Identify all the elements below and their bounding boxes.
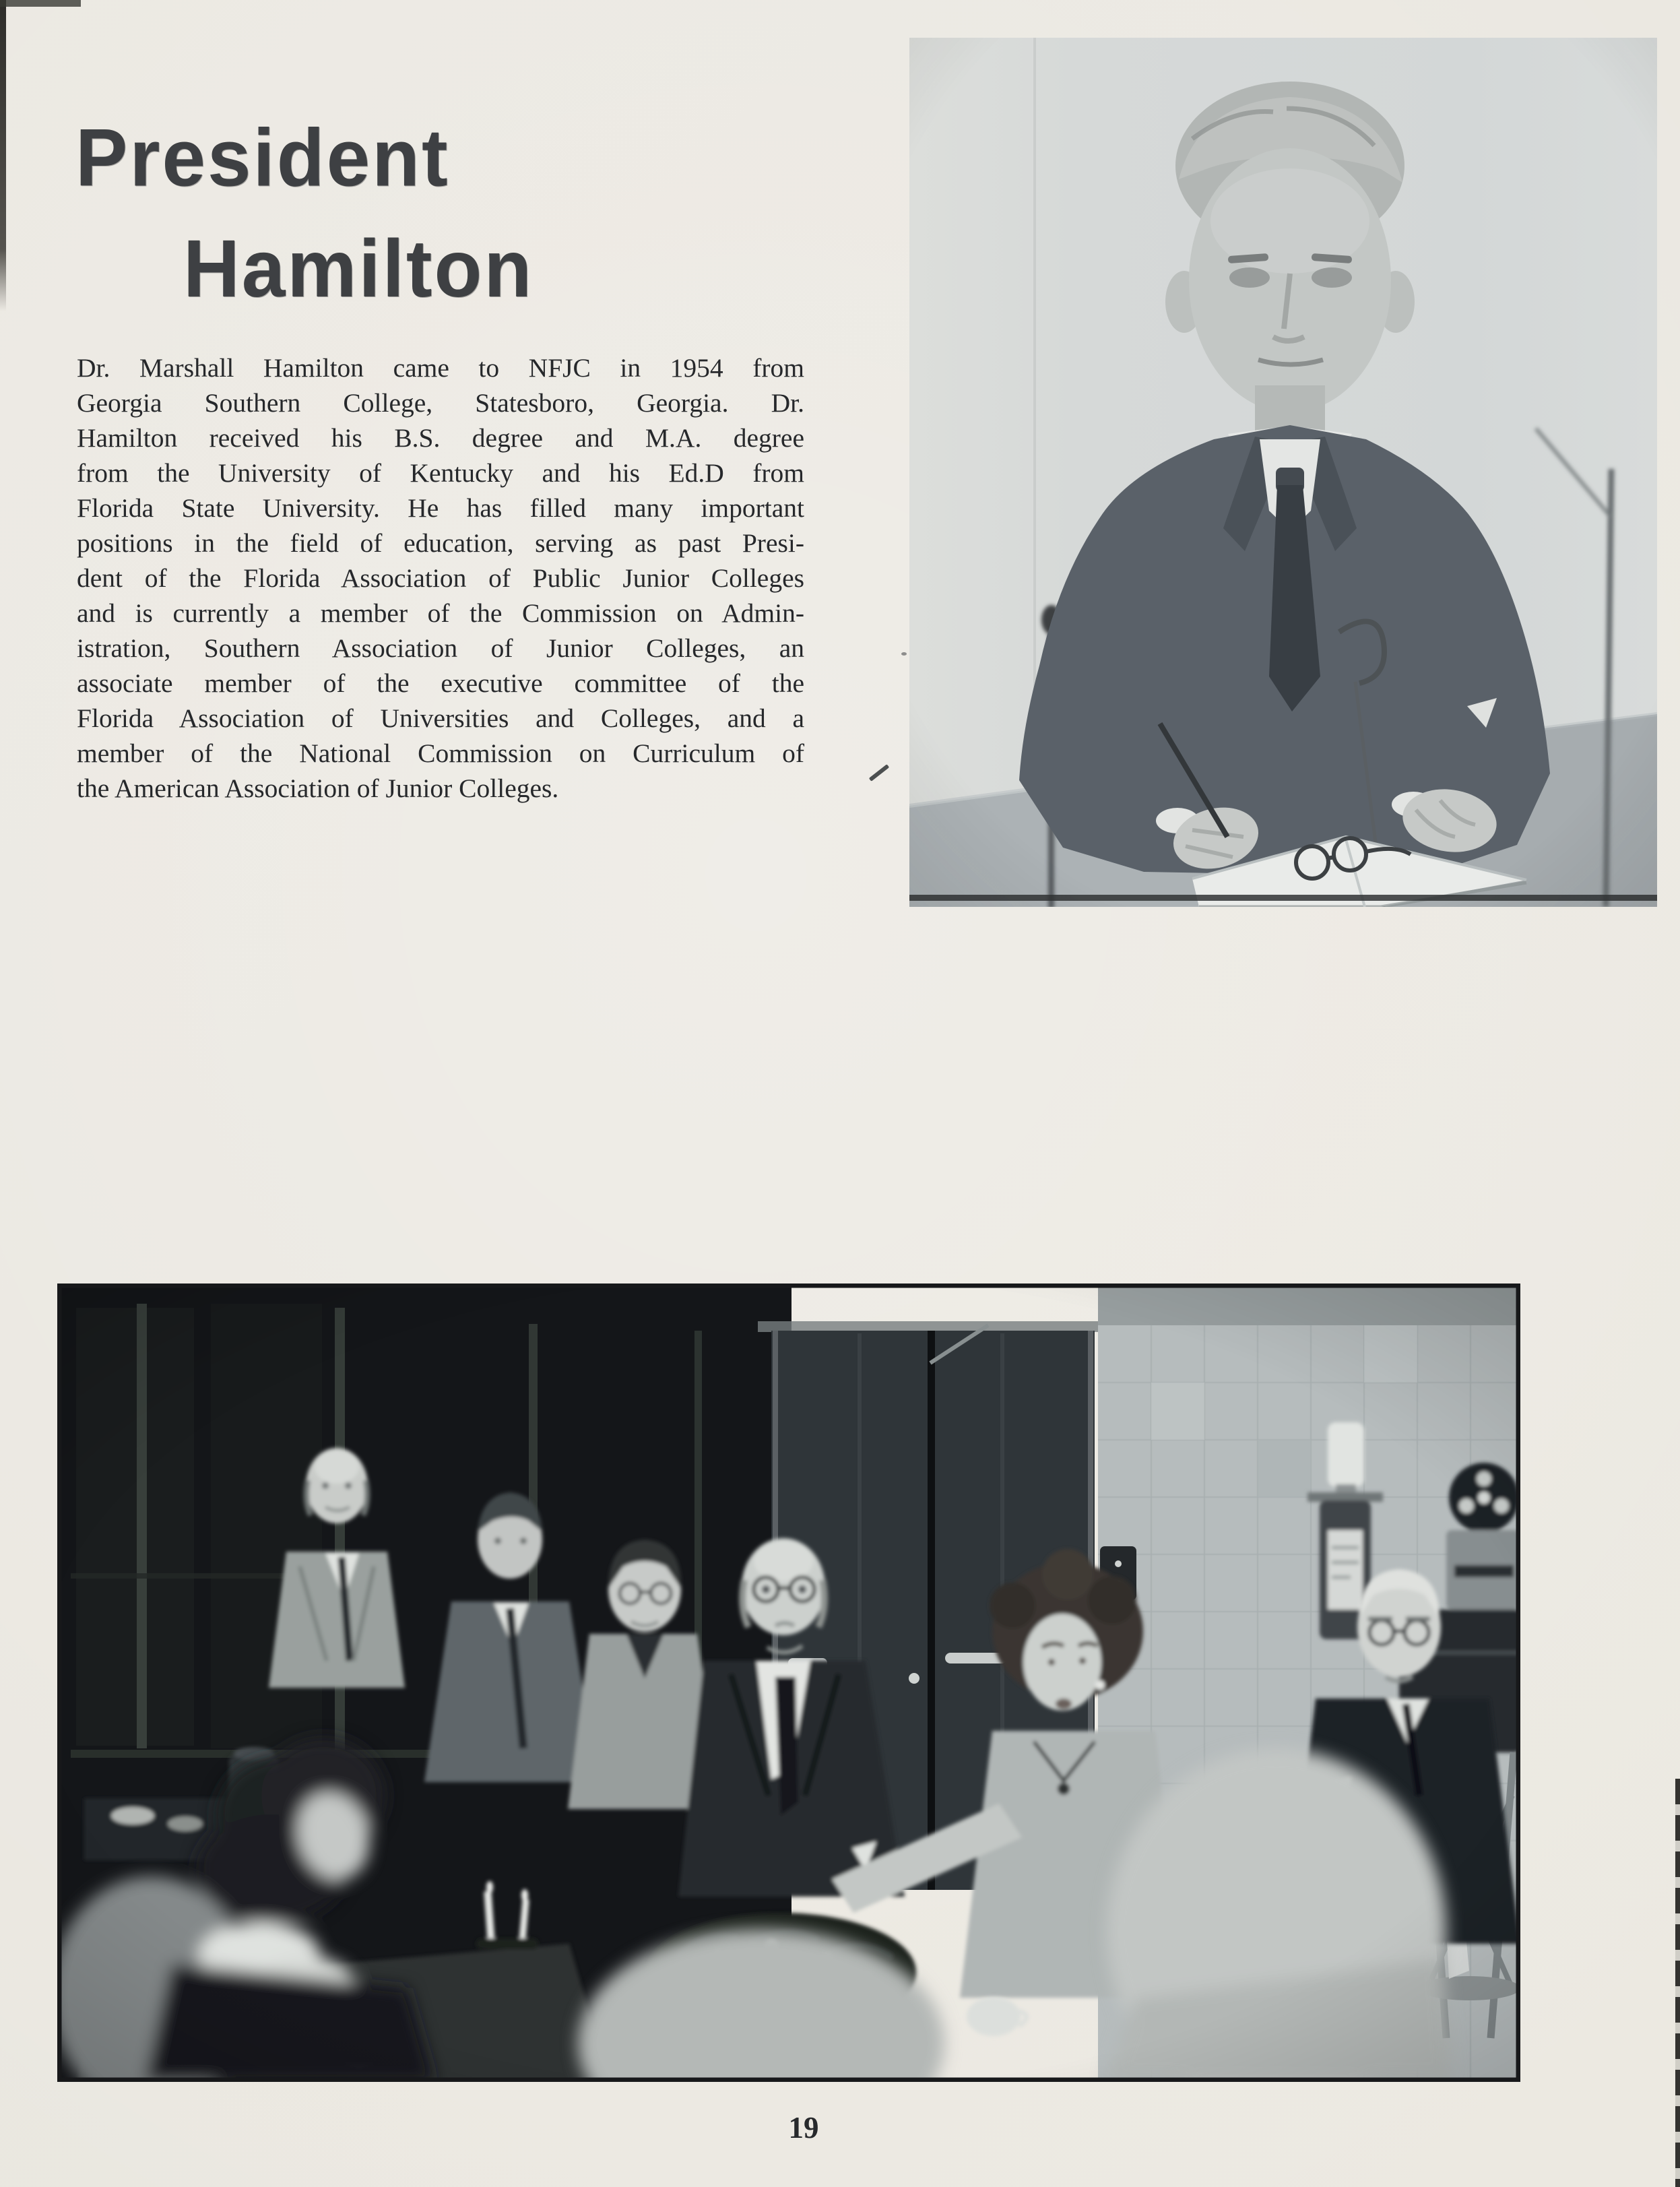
ink-speck (901, 652, 907, 656)
scan-edge-top (0, 0, 81, 7)
paragraph-line: Florida Association of Universities and Colleges, and a (77, 703, 804, 733)
paragraph-line: associate member of the executive committee of the (77, 668, 804, 698)
scan-edge-right (1675, 1779, 1680, 2187)
paragraph-line: istration, Southern Association of Junior Colleges, an (77, 633, 804, 663)
biography-paragraph (77, 350, 804, 806)
page-title-line1: President (75, 112, 450, 203)
paragraph-line: and is currently a member of the Commission on Admin- (77, 598, 804, 628)
page-title (75, 102, 534, 324)
banquet-photo (57, 1283, 1520, 2082)
page-title-line2: Hamilton (183, 222, 534, 314)
paragraph-line: Florida State University. He has filled many important (77, 493, 804, 523)
paragraph-line: the American Association of Junior Colleges. (77, 773, 559, 803)
paragraph-line: dent of the Florida Association of Public Junior Colleges (77, 563, 804, 593)
page-number: 19 (788, 2111, 819, 2145)
paragraph-line: member of the National Commission on Curriculum of (77, 738, 804, 768)
scan-edge-left (0, 0, 6, 311)
paragraph-line: from the University of Kentucky and his Ed.D from (77, 458, 804, 488)
paragraph-line: Dr. Marshall Hamilton came to NFJC in 1954 from (77, 353, 804, 383)
ink-speck (869, 764, 889, 782)
portrait-photo (909, 38, 1657, 907)
paragraph-line: Georgia Southern College, Statesboro, Georgia. Dr. (77, 388, 804, 418)
paragraph-line: positions in the field of education, serving as past Presi- (77, 528, 804, 558)
paragraph-line: Hamilton received his B.S. degree and M.A. degree (77, 423, 804, 453)
